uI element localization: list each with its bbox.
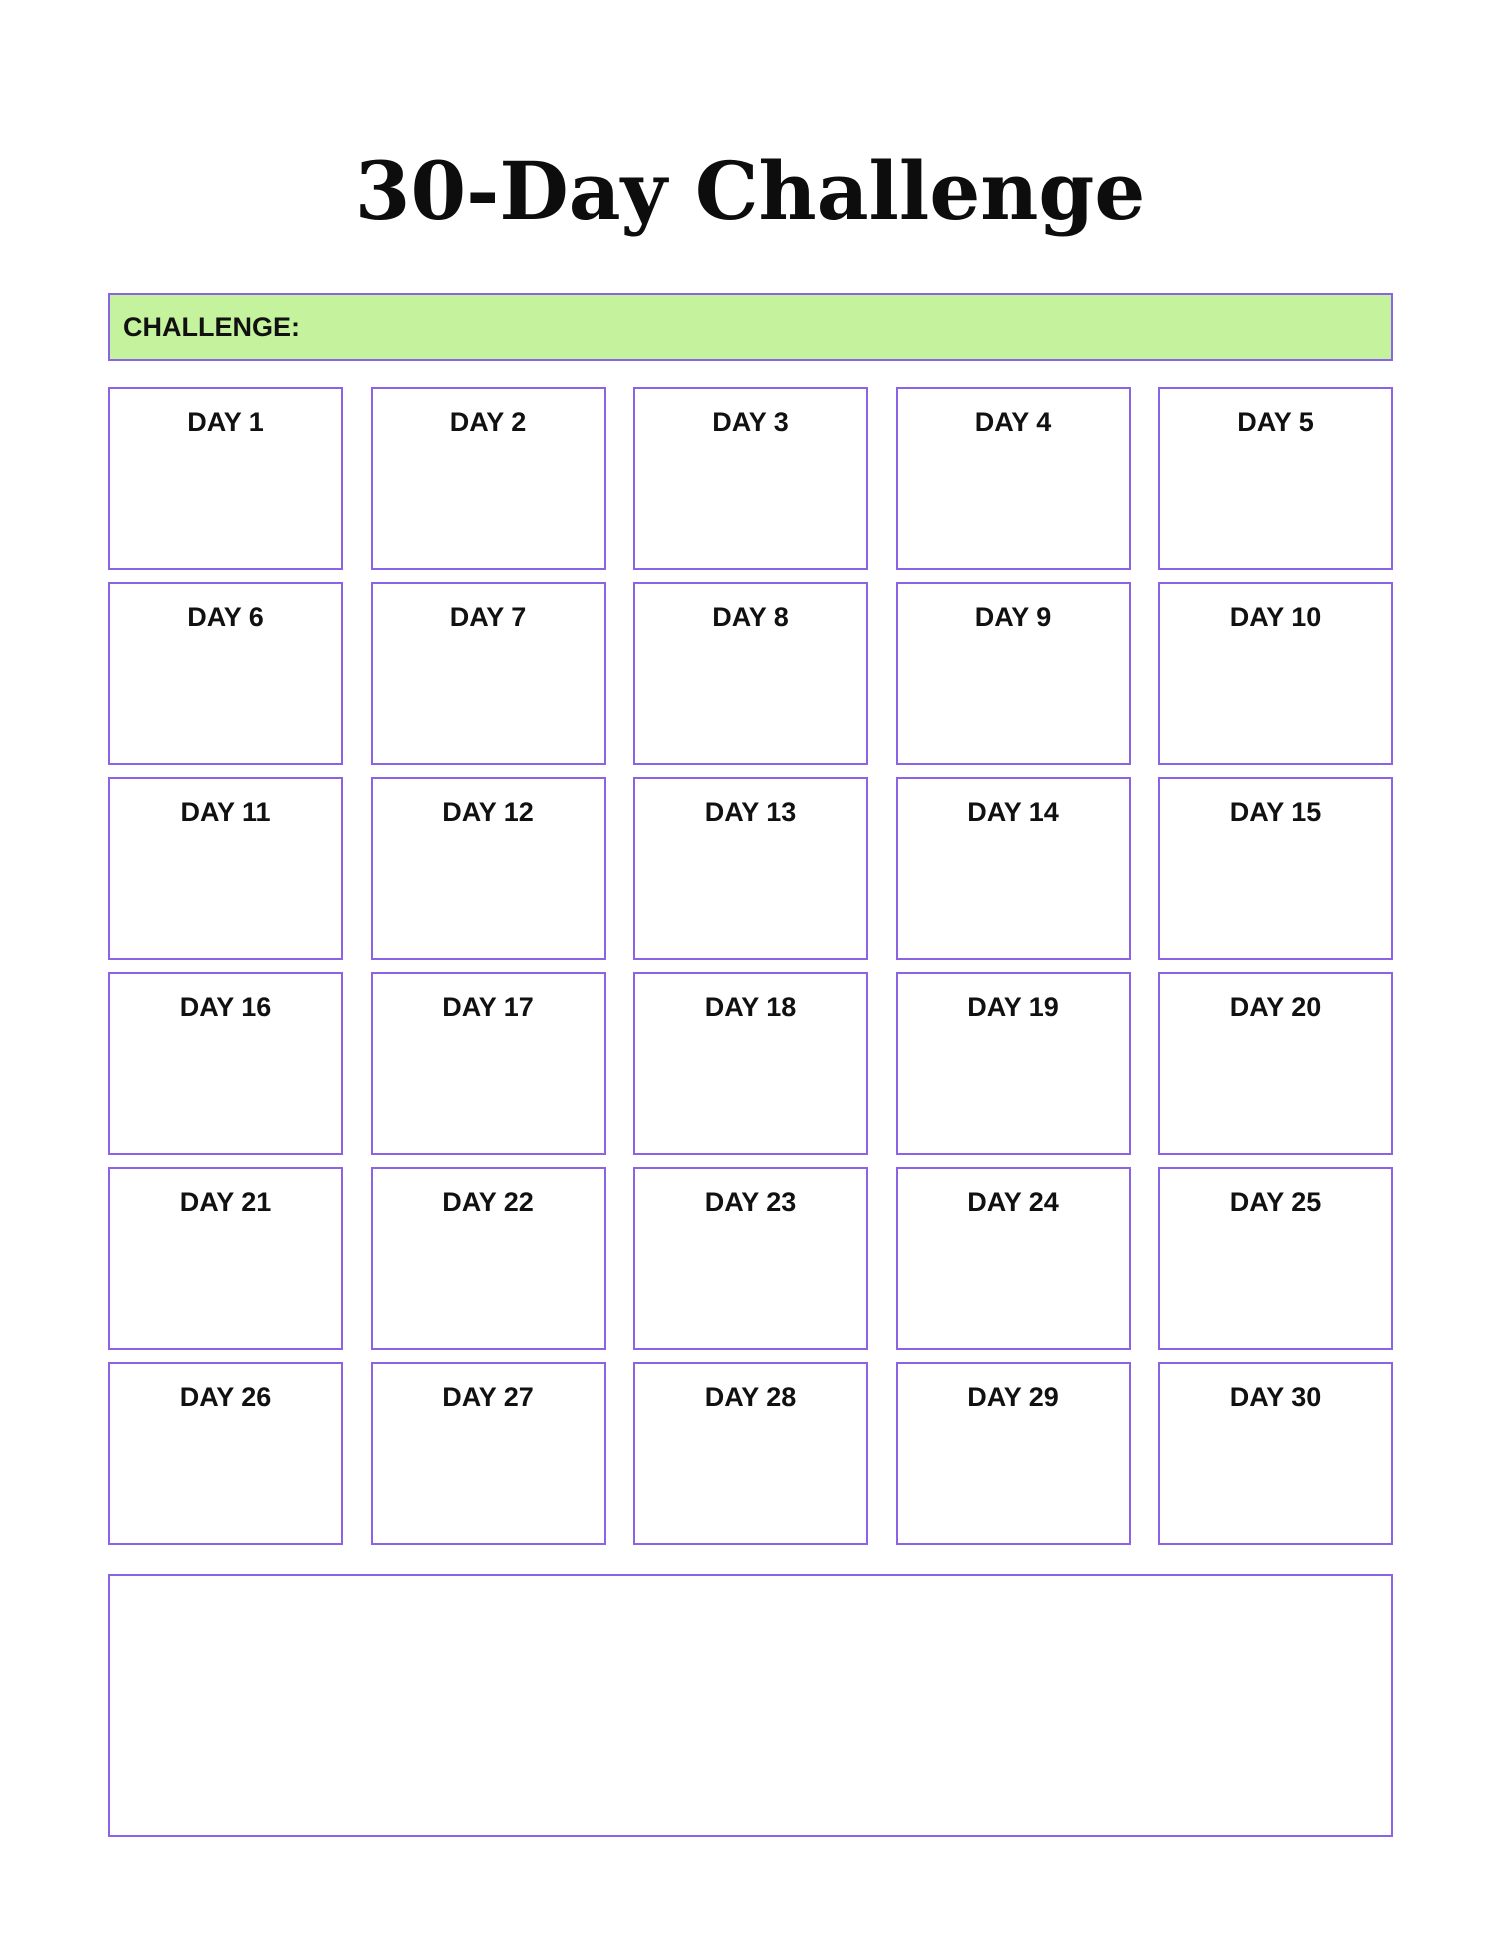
challenge-label: CHALLENGE: [123,311,300,342]
day-label: DAY 4 [974,407,1052,437]
day-label: DAY 6 [187,602,264,632]
day-cell[interactable] [108,387,343,570]
day-label: DAY 5 [1237,407,1314,437]
day-cell[interactable] [108,1362,343,1545]
day-label: DAY 27 [442,1382,534,1412]
day-label: DAY 16 [179,992,272,1022]
day-label: DAY 26 [179,1382,272,1412]
day-label: DAY 3 [712,407,789,437]
day-label: DAY 10 [1229,602,1322,632]
day-cell[interactable] [108,582,343,765]
day-label: DAY 21 [179,1187,272,1217]
day-label: DAY 14 [967,797,1059,827]
day-cell[interactable] [371,777,606,960]
day-label: DAY 25 [1229,1187,1322,1217]
day-cell[interactable] [633,582,868,765]
day-cell[interactable] [108,1167,343,1350]
day-cell[interactable] [633,1362,868,1545]
day-label: DAY 18 [704,992,797,1022]
day-label: DAY 2 [449,407,527,437]
day-cell[interactable] [1158,387,1393,570]
day-label: DAY 24 [967,1187,1059,1217]
day-cell[interactable] [371,1362,606,1545]
day-label: DAY 20 [1229,992,1322,1022]
day-cell[interactable] [108,777,343,960]
day-label: DAY 19 [967,992,1059,1022]
day-cell[interactable] [896,972,1131,1155]
day-cell[interactable] [896,387,1131,570]
day-cell[interactable] [371,1167,606,1350]
day-label: DAY 9 [974,602,1052,632]
day-label: DAY 12 [442,797,534,827]
day-label: DAY 8 [712,602,789,632]
day-label: DAY 28 [704,1382,797,1412]
day-cell[interactable] [371,582,606,765]
day-cell[interactable] [633,387,868,570]
challenge-field[interactable] [108,293,1393,361]
day-cell[interactable] [1158,972,1393,1155]
day-label: DAY 30 [1229,1382,1322,1412]
page-title: 30-Day Challenge [354,144,1146,238]
day-cell[interactable] [633,1167,868,1350]
day-label: DAY 22 [442,1187,534,1217]
day-cell[interactable] [896,582,1131,765]
day-cell[interactable] [896,777,1131,960]
day-cell[interactable] [896,1167,1131,1350]
day-cell[interactable] [371,387,606,570]
day-cell[interactable] [1158,582,1393,765]
day-label: DAY 13 [704,797,797,827]
day-cell[interactable] [108,972,343,1155]
day-cell[interactable] [633,777,868,960]
day-label: DAY 17 [442,992,534,1022]
day-label: DAY 11 [180,797,271,827]
day-cell[interactable] [1158,1167,1393,1350]
day-cell[interactable] [633,972,868,1155]
day-cell[interactable] [1158,777,1393,960]
day-label: DAY 7 [449,602,527,632]
day-label: DAY 23 [704,1187,797,1217]
day-cell[interactable] [896,1362,1131,1545]
day-label: DAY 29 [967,1382,1059,1412]
day-grid [108,387,1393,1545]
notes-box[interactable] [108,1574,1393,1837]
day-label: DAY 1 [187,407,264,437]
day-label: DAY 15 [1229,797,1322,827]
day-cell[interactable] [371,972,606,1155]
day-cell[interactable] [1158,1362,1393,1545]
